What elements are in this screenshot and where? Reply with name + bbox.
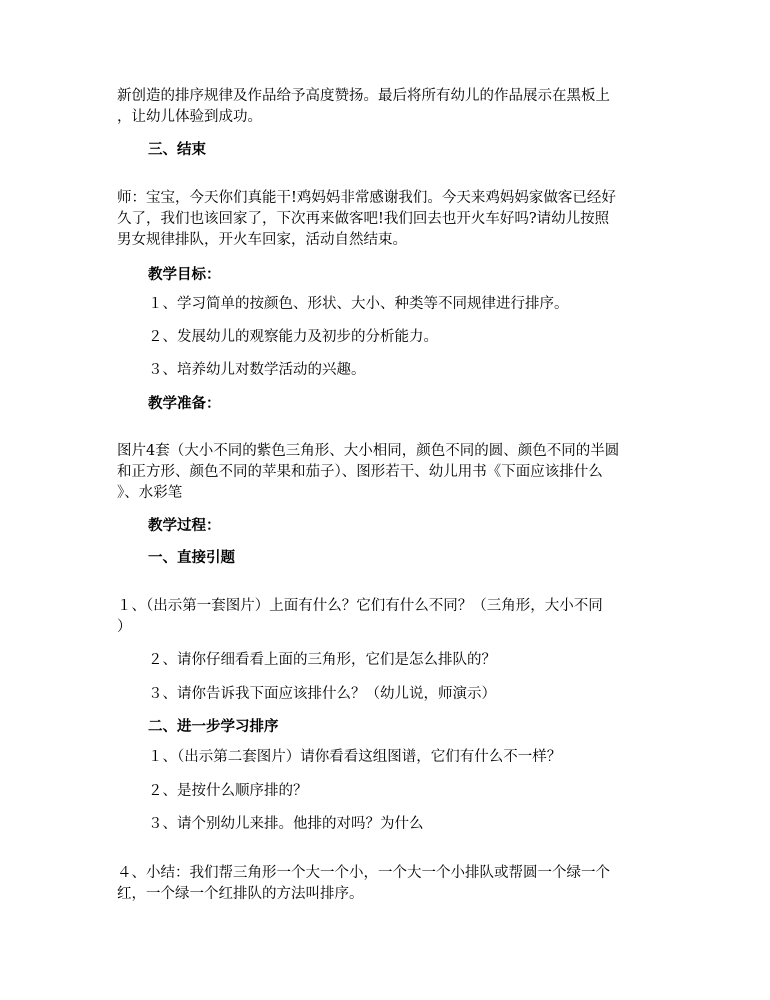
- paragraph-line: 图片4套（大小不同的紫色三角形、大小相同，颜色不同的圆、颜色不同的半圆: [117, 443, 620, 459]
- paragraph-line: 师：宝宝，今天你们真能干!鸡妈妈非常感谢我们。今天来鸡妈妈家做客已经好: [117, 190, 616, 206]
- goal-item: １、学习简单的按颜色、形状、大小、种类等不同规律进行排序。: [148, 296, 569, 312]
- heading-teaching-goals: 教学目标：: [148, 266, 221, 283]
- paragraph-line: 新创造的排序规律及作品给予高度赞扬。最后将所有幼儿的作品展示在黑板上: [117, 88, 610, 104]
- paragraph-line: ）: [117, 619, 132, 635]
- heading-teaching-preparation: 教学准备：: [148, 395, 221, 412]
- process-item: １、（出示第二套图片）请你看看这组图谱，它们有什么不一样？: [148, 749, 562, 765]
- process-item: ３、请个别幼儿来排。他排的对吗？为什么: [148, 816, 424, 832]
- goal-item: ２、发展幼儿的观察能力及初步的分析能力。: [148, 329, 438, 345]
- heading-teaching-process: 教学过程：: [148, 517, 221, 534]
- paragraph-line: 红，一个绿一个红排队的方法叫排序。: [117, 886, 364, 902]
- paragraph-line: ，让幼儿体验到成功。: [117, 109, 262, 125]
- paragraph-line: 久了，我们也该回家了，下次再来做客吧!我们回去也开火车好吗?请幼儿按照: [117, 211, 610, 227]
- process-item: ２、请你仔细看看上面的三角形，它们是怎么排队的？: [148, 652, 496, 668]
- paragraph-line: 》、水彩笔: [117, 485, 183, 501]
- paragraph-line: 和正方形、颜色不同的苹果和茄子）、图形若干、幼儿用书《下面应该排什么: [117, 464, 603, 480]
- goal-item: ３、培养幼儿对数学活动的兴趣。: [148, 362, 366, 378]
- process-item: ２、是按什么顺序排的？: [148, 783, 308, 799]
- section-heading-further: 二、进一步学习排序: [148, 718, 279, 735]
- paragraph-line: ４、小结：我们帮三角形一个大一个小，一个大一个小排队或帮圆一个绿一个: [117, 865, 610, 881]
- section-heading-end: 三、结束: [148, 141, 206, 158]
- paragraph-line: １、（出示第一套图片）上面有什么？它们有什么不同？（三角形，大小不同: [117, 598, 603, 614]
- section-heading-intro: 一、直接引题: [148, 549, 235, 566]
- paragraph-line: 男女规律排队，开火车回家，活动自然结束。: [117, 232, 407, 248]
- process-item: ３、请你告诉我下面应该排什么？（幼儿说，师演示）: [148, 686, 496, 702]
